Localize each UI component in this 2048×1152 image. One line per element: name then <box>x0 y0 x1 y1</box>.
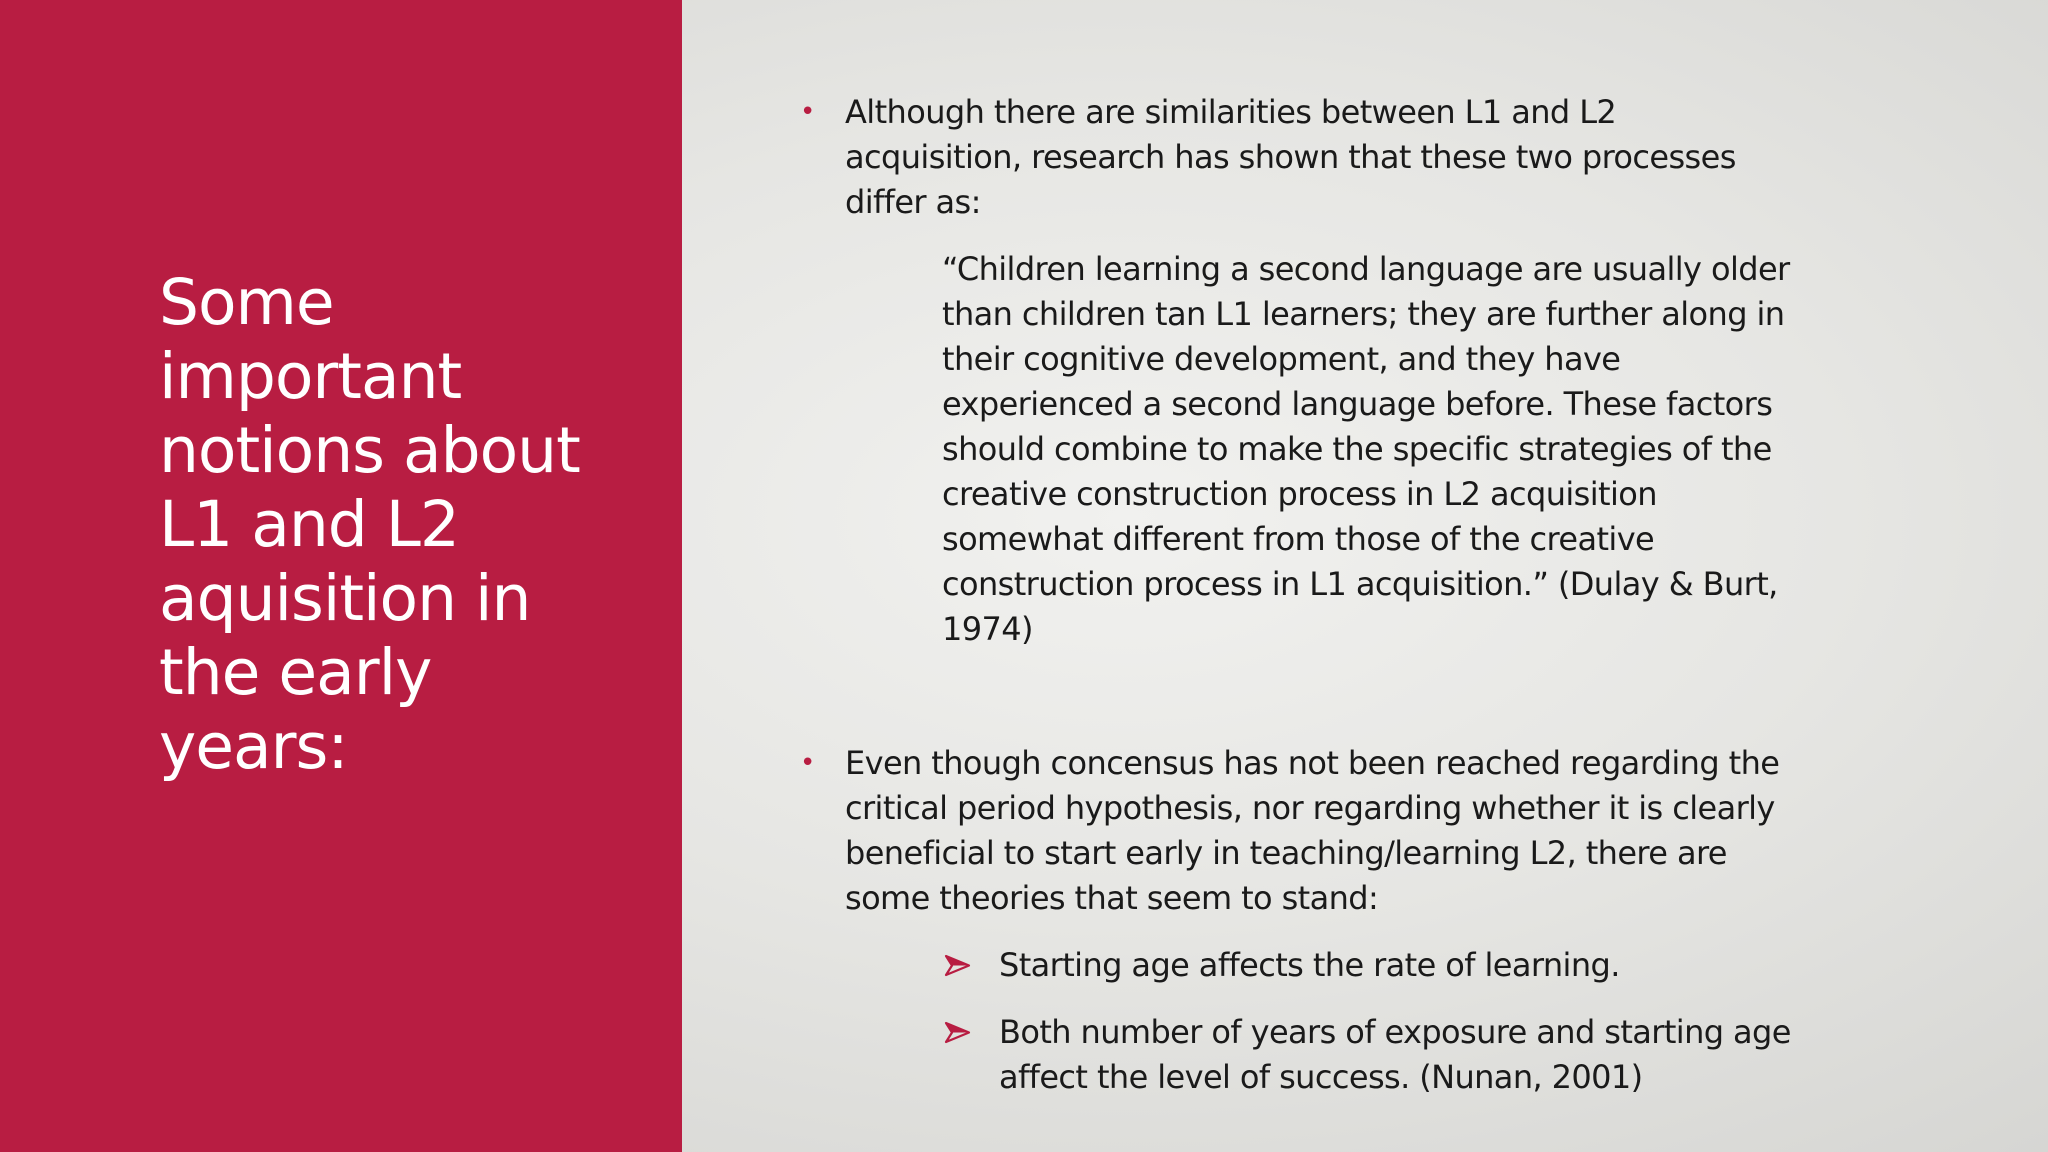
sub-bullet-item <box>942 943 1800 988</box>
slide-title: Some important notions about L1 and L2 aquisition in the early years: <box>159 266 580 783</box>
arrow-right-icon <box>942 1010 972 1055</box>
title-panel <box>0 0 682 1152</box>
sub-bullet-text: Starting age affects the rate of learning. <box>999 946 1620 984</box>
bullet-text: Even though concensus has not been reached regarding the critical period hypothesis, nor regarding whether it is clearly beneficial to start early in teaching/learning L2, there are some theories that seem to stand: <box>845 744 1780 917</box>
bullet-dot-icon: • <box>800 748 815 778</box>
arrow-right-icon <box>942 943 972 988</box>
bullet-item <box>800 90 1800 652</box>
bullet-dot-icon: • <box>800 97 815 127</box>
sub-bullet-text: Both number of years of exposure and starting age affect the level of success. (Nunan, 2001) <box>999 1013 1791 1096</box>
quote-text: “Children learning a second language are usually older than children tan L1 learners; they are further along in their cognitive development, and they have experienced a second language before. These factors should combine to make the specific strategies of the creative construction process in L2 acquisition somewhat different from those of the creative construction process in L1 acquisition.” (Dulay & Burt, 1974) <box>942 250 1790 648</box>
sub-bullet-item <box>942 1010 1800 1100</box>
bullet-item <box>800 741 1800 1100</box>
sub-bullet-list <box>942 943 1800 1100</box>
slide-content <box>800 90 1800 1122</box>
bullet-text: Although there are similarities between L1 and L2 acquisition, research has shown that these two processes differ as: <box>845 93 1736 221</box>
